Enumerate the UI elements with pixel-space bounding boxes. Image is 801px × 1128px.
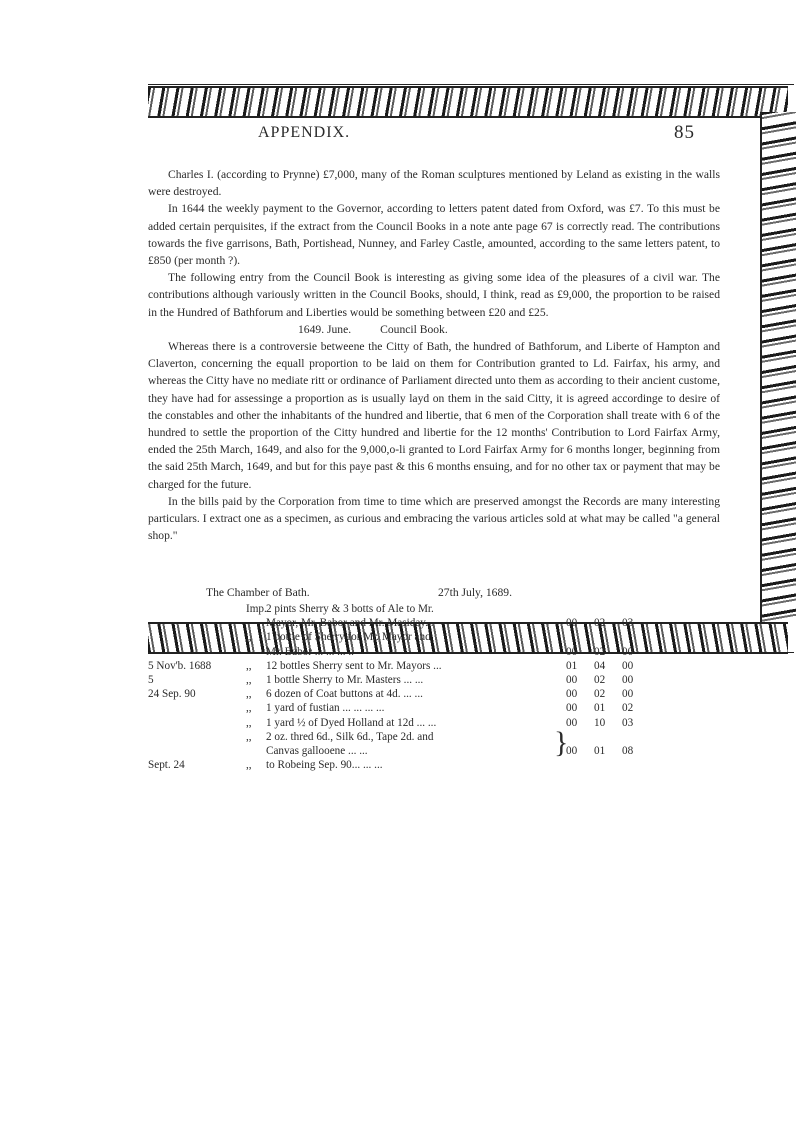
account-row — [148, 687, 748, 701]
account-cell-date: 24 Sep. 90 — [148, 688, 196, 701]
account-cell-mark: ,, — [246, 716, 252, 729]
account-row — [148, 616, 748, 630]
account-cell-c: 03 — [622, 716, 634, 729]
account-cell-desc: Canvas gallooene ... ... — [266, 745, 368, 757]
account-cell-a: 00 — [566, 702, 578, 715]
account-row — [148, 602, 748, 616]
header-title: APPENDIX. — [258, 124, 351, 141]
account-cell-b: 01 — [594, 745, 606, 757]
account-cell-desc: 1 yard of fustian ... ... ... ... — [266, 702, 385, 715]
account-cell-b: 01 — [594, 702, 606, 715]
account-cell-a: 00 — [566, 688, 578, 701]
account-row — [148, 701, 748, 715]
account-cell-c: 00 — [622, 659, 634, 672]
account-cell-mark: ,, — [246, 674, 252, 686]
account-cell-b: 02 — [594, 617, 606, 630]
page-number: 85 — [674, 122, 695, 143]
account-row — [148, 673, 748, 687]
account-cell-desc: Mr. Babor ... ... ... .. — [266, 645, 354, 658]
running-header — [148, 120, 752, 146]
account-cell-desc: 2 oz. thred 6d., Silk 6d., Tape 2d. and — [266, 730, 434, 743]
account-cell-mark: Imp. — [246, 603, 267, 615]
account-cell-b: 04 — [594, 659, 606, 672]
account-cell-c: 00 — [622, 674, 634, 686]
account-cell-mark: ,, — [246, 688, 252, 701]
account-cell-desc: to Robeing Sep. 90... ... ... — [266, 759, 383, 772]
account-cell-a: 00 — [566, 617, 578, 630]
paragraph: Charles I. (according to Prynne) £7,000, many of the Roman sculptures mentioned by Leland as existing in the walls were destroyed. — [148, 168, 720, 199]
account-row — [148, 716, 748, 730]
right-ornamental-border — [760, 112, 796, 624]
account-cell-mark: ,, — [246, 730, 252, 743]
account-row — [148, 659, 748, 673]
account-cell-desc: 1 bottle Sherry to Mr. Masters ... ... — [266, 674, 424, 686]
account-cell-c: 00 — [622, 688, 634, 701]
account-cell-desc: 6 dozen of Coat buttons at 4d. ... ... — [266, 688, 423, 701]
paragraph: Whereas there is a controversie betweene the Citty of Bath, the hundred of Bathforum, and Liberte of Hampton and Claverton, concerning the equall proportion to be laid on them for Contribution granted to Ld. Fairfax, his army, and whereas the Citty have no mediate ritt or ordinance of Parliament directed unto them as according to their ancient custome, they have had for assessinge a proportion as is usually layd on them in the said Citty, it is agreed accordinge to desire of the constables and other the inhabitants of the hundred and libertie, that 6 men of the Corporation shall treate with 6 of the hundred to settle the proportion of the Citty hundred and libertie for the 12 months' Contribution to Lord Fairfax Army, ended the 25th March, 1649, and also for the 9,000,o-li granted to Lord Fairfax Army for 6 months longer, beginning from the said 25th March, 1649, and but for this paye past & this 6 months ensuing, and for no other tax or payment that may be charged for the future. — [148, 340, 720, 491]
account-cell-desc: 1 yard ½ of Dyed Holland at 12d ... ... — [266, 716, 437, 729]
account-cell-c: 00 — [622, 645, 634, 658]
account-cell-date: Sept. 24 — [148, 759, 185, 772]
account-cell-a: 01 — [566, 659, 578, 672]
body-text — [148, 166, 720, 544]
page — [148, 120, 752, 772]
account-title: The Chamber of Bath. — [206, 586, 310, 599]
account-row — [148, 645, 748, 659]
account-cell-b: 10 — [594, 716, 606, 729]
brace-icon: } — [554, 725, 569, 759]
paragraph: In 1644 the weekly payment to the Governor, according to letters patent dated from Oxford, was £7. To this must be added certain perquisites, if the extract from the Council Books in a note ante page 67 is correctly read. The contributions towards the five garrisons, Bath, Portishead, Nunney, and Farley Castle, amounted, according to the same letters patent, to £850 (per month ?). — [148, 202, 720, 268]
account-cell-c: 02 — [622, 702, 634, 715]
paragraph: The following entry from the Council Book is interesting as giving some idea of the pleasures of a civil war. The contributions although variously written in the Council Books, should, I think, read as £9,000, the proportion to be raised in the Hundred of Bathforum and Liberties would be something between £20 and £25. — [148, 271, 720, 319]
account-cell-a: 00 — [566, 645, 578, 658]
account-cell-a: 00 — [566, 674, 578, 686]
top-rule — [148, 84, 794, 85]
account-cell-desc: 2 pints Sherry & 3 botts of Ale to Mr. — [266, 603, 434, 615]
account-cell-a: 00 — [566, 716, 578, 729]
account-date: 27th July, 1689. — [438, 586, 512, 599]
account-row — [148, 730, 748, 744]
account-cell-c: 08 — [622, 745, 634, 757]
account-cell-date: 5 Nov'b. 1688 — [148, 659, 212, 672]
account-cell-mark: ,, — [246, 631, 252, 644]
account-cell-mark: ,, — [246, 702, 252, 715]
account-cell-desc: Mayor, Mr. Babor and Mr. Masiday... — [266, 617, 434, 630]
account-cell-mark: ,, — [246, 759, 252, 772]
account-row — [148, 630, 748, 644]
account-cell-a: 00 — [566, 745, 578, 757]
paragraph: In the bills paid by the Corporation from time to time which are preserved amongst the Records are many interesting particulars. I extract one as a specimen, as curious and embracing the various articles sold at what may be called "a general shop." — [148, 494, 720, 543]
account-cell-mark: ,, — [246, 659, 252, 672]
account-cell-b: 02 — [594, 645, 606, 658]
account-cell-b: 02 — [594, 674, 606, 686]
account-cell-desc: 12 bottles Sherry sent to Mr. Mayors ... — [266, 659, 442, 672]
account-heading — [148, 586, 748, 602]
account-row — [148, 758, 748, 772]
account-cell-desc: 1 bottle of Sherry for Mr. Mayor and — [266, 631, 431, 644]
account-cell-c: 03 — [622, 617, 634, 630]
account-cell-b: 02 — [594, 688, 606, 701]
account-row — [148, 744, 748, 758]
top-ornamental-border — [148, 86, 788, 118]
account-cell-date: 5 — [148, 674, 154, 686]
entry-heading: 1649. June. Council Book. — [298, 322, 448, 336]
